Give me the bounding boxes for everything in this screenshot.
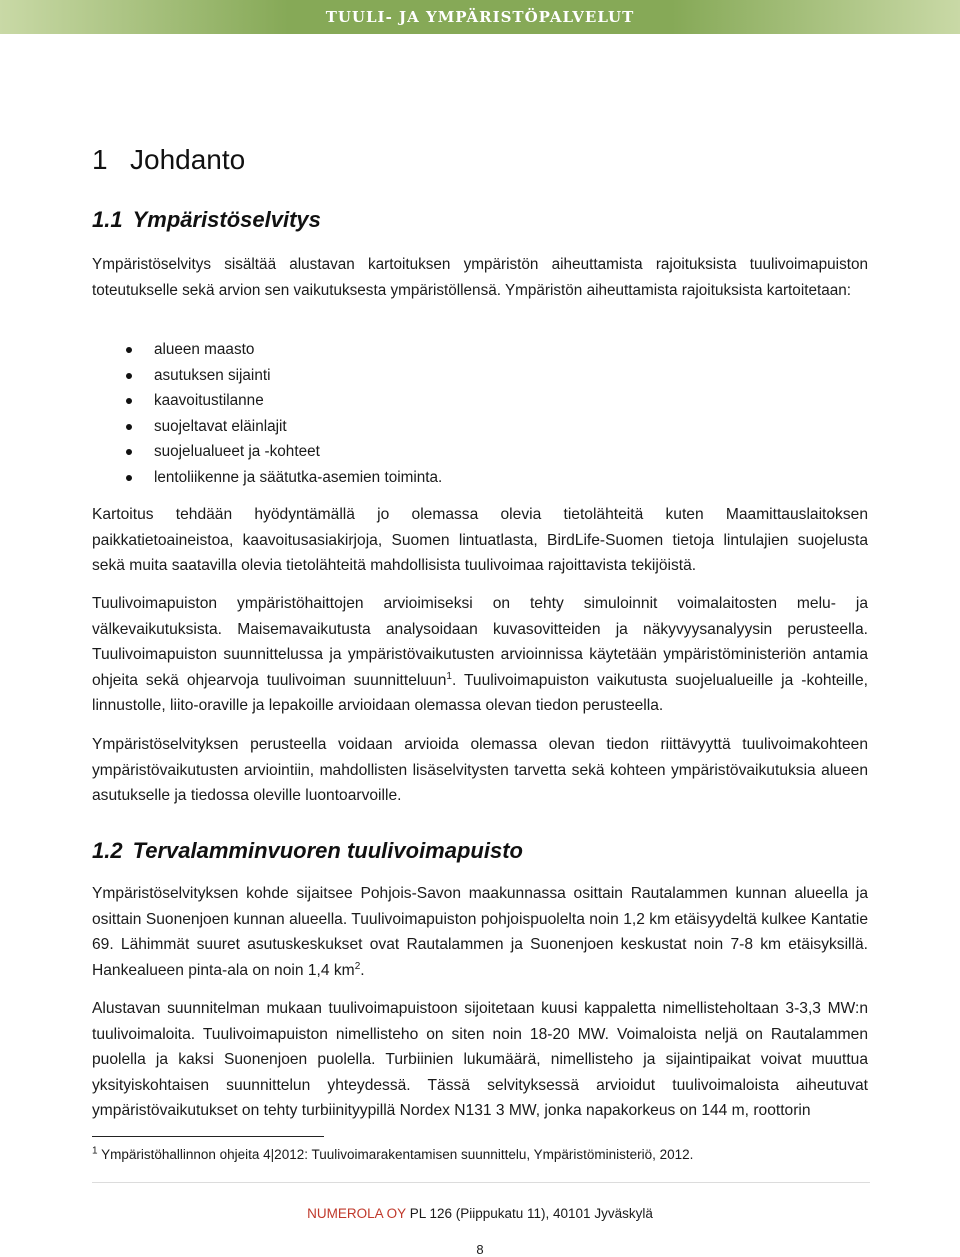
heading-number: 1.2 [92, 838, 123, 863]
footer-address: PL 126 (Piippukatu 11), 40101 Jyväskylä [405, 1206, 653, 1221]
bullet-icon [126, 347, 132, 353]
footnote [92, 1147, 693, 1162]
heading-ymparistoselvitys [92, 207, 321, 233]
intro-paragraph: Ympäristöselvitys sisältää alustavan kartoituksen ympäristön aiheuttamista rajoituksista tuulivoimapuiston toteutukselle sekä arvion sen vaikutuksesta ympäristöllensä. Ympäristön aiheuttamista rajoituksista kartoitetaan: [92, 256, 868, 299]
page-footer [0, 1206, 960, 1221]
header-title: TUULI- JA YMPÄRISTÖPALVELUT [325, 8, 635, 26]
superscript: 2 [354, 960, 361, 972]
list-item: lentoliikenne ja säätutka-asemien toiminta. [92, 465, 792, 491]
list-item: alueen maasto [92, 337, 792, 363]
heading-number: 1 [92, 144, 108, 175]
sijainti-paragraph: Ympäristöselvityksen kohde sijaitsee Pohjois-Savon maakunnassa osittain Rautalammen kunnan alueella ja osittain Suonenjoen kunnan alueella. Tuulivoimapuiston pohjoispuolelta noin 1,2 km etäisyydeltä kulkee Kantatie 69. Lähimmät suuret asutuskeskukset ovat Rautalammen ja Suonenjoen keskustat noin 7-8 km etäisyksillä. Hankealueen pinta-ala on noin 1,4 $km^2$. [92, 885, 868, 979]
page-number: 8 [476, 1242, 484, 1257]
bullet-icon [126, 475, 132, 481]
footer-company: NUMEROLA OY [307, 1206, 406, 1221]
list-item: asutuksen sijainti [92, 363, 792, 389]
heading-title: Johdanto [130, 144, 246, 175]
heading-title: Ympäristöselvitys [132, 207, 321, 232]
heading-title: Tervalamminvuoren tuulivoimapuisto [132, 838, 523, 863]
kartoitus-paragraph: Kartoitus tehdään hyödyntämällä jo olemassa olevia tietolähteitä kuten Maamittauslaitoksen paikkatietoaineistoa, kaavoitusasiakirjoja, Suomen lintuatlasta, BirdLife-Suomen tietoja lintulajien suojelusta sekä muita saatavilla olevia tietolähteitä mahdollisista tuulivoimaa rajoittavista tekijöistä. [92, 506, 868, 574]
bullet-icon [126, 449, 132, 455]
heading-number: 1.1 [92, 207, 123, 232]
list-item: kaavoitustilanne [92, 388, 792, 414]
footnote-divider [92, 1136, 324, 1137]
bullet-list [92, 337, 792, 491]
footnote-text: Ympäristöhallinnon ohjeita 4|2012: Tuulivoimarakentamisen suunnittelu, Ympäristöministeriö, 2012. [97, 1147, 694, 1162]
heading-johdanto [92, 144, 245, 176]
heading-tervalamminvuori [92, 838, 523, 864]
list-item: suojeltavat eläinlajit [92, 414, 792, 440]
haitat-paragraph: Tuulivoimapuiston ympäristöhaittojen arvioimiseksi on tehty simuloinnit voimalaitosten melu- ja välkevaikutuksista. Maisemavaikutusta analysoidaan kuvasovitteiden ja näkyvyysanalyysin perusteella. Tuulivoimapuiston suunnittelussa ja ympäristövaikutusten arvioinnissa käytetään ympäristöministeriön antamia ohjeita sekä ohjearvoja tuulivoiman suunnitteluun$^1$. Tuulivoimapuiston vaikutusta suojelualueille ja -kohteille, linnustolle, liito-oraville ja lepakoille arvioidaan olemassa olevan tiedon perusteella. [92, 595, 868, 714]
bullet-icon [126, 373, 132, 379]
bullet-icon [126, 424, 132, 430]
footer-divider [92, 1182, 870, 1183]
list-item: suojelualueet ja -kohteet [92, 439, 792, 465]
suunnitelma-paragraph: Alustavan suunnitelman mukaan tuulivoimapuistoon sijoitetaan kuusi kappaletta nimellisteholtaan 3-3,3 MW:n tuulivoimaloita. Tuulivoimapuiston nimellisteho on siten noin 18-20 MW. Voimaloista neljä on Rautalammen puolella ja kaksi Suonenjoen puolella. Turbiinien lukumäärä, nimellisteho ja sijaintipaikat voivat muuttua yksityiskohtaisen suunnittelun yhteydessä. Tässä selvityksessä arvioidut tuulivoimaloista aiheutuvat ympäristövaikutukset on tehty turbiinityypillä Nordex N131 3 MW, jonka napakorkeus on 144 m, roottorin [92, 1000, 868, 1119]
arviointi-paragraph: Ympäristöselvityksen perusteella voidaan arvioida olemassa olevan tiedon riittävyyttä tuulivoimakohteen ympäristövaikutusten arviointiin, mahdollisten lisäselvitysten tarvetta sekä kohteen ympäristövaikutuksia alueen asutukselle ja tiedossa oleville luontoarvoille. [92, 736, 868, 804]
bullet-icon [126, 398, 132, 404]
footnote-marker: 1 [92, 1145, 98, 1157]
footnote-ref[interactable]: 1 [446, 670, 452, 682]
